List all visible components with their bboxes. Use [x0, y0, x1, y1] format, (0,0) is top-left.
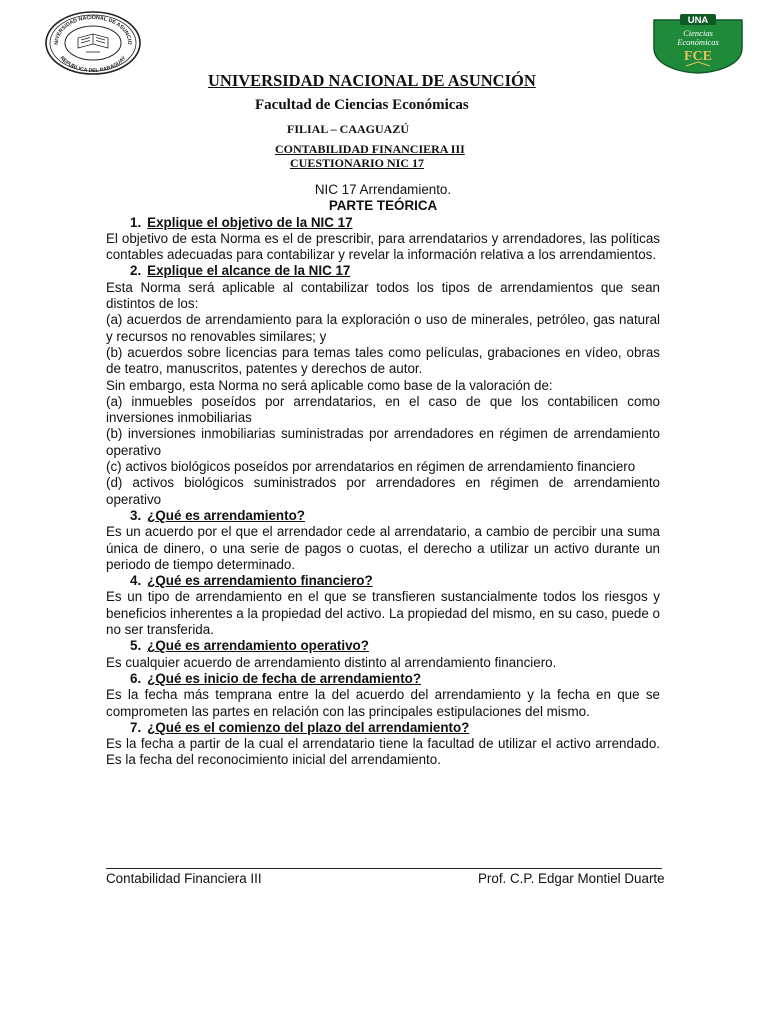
- svg-text:UNIVERSIDAD NACIONAL DE ASUNCI: NIVERSIDAD NACIONAL DE ASUNCIO: [53, 14, 133, 45]
- question-7: 7. ¿Qué es el comienzo del plazo del arrendamiento?: [130, 719, 470, 735]
- document-title: NIC 17 Arrendamiento.: [314, 182, 452, 197]
- answer-2-exception-c: (c) activos biológicos poseídos por arrendatarios en régimen de arrendamiento financiero: [106, 459, 636, 475]
- answer-4: Es un tipo de arrendamiento en el que se transfieren sustancialmente todos los riesgos y beneficios inherentes a la propiedad del activo. La propiedad del mismo, en su caso, puede o no ser transferida.: [106, 589, 660, 638]
- svg-text:REPUBLICA DEL PARAGUAY: REPUBLICA DEL PARAGUAY: [58, 55, 128, 75]
- answer-7: Es la fecha a partir de la cual el arrendatario tiene la facultad de utilizar el activo arrendado. Es la fecha del reconocimiento inicial del arrendamiento.: [106, 736, 660, 768]
- svg-text:Ciencias: Ciencias: [683, 28, 713, 38]
- answer-6: Es la fecha más temprana entre la del acuerdo del arrendamiento y la fecha en que se comprometen las partes en relación con las principales estipulaciones del mismo.: [106, 687, 660, 719]
- answer-2-exception-b: (b) inversiones inmobiliarias suministradas por arrendadores en régimen de arrendamiento operativo: [106, 426, 660, 458]
- document-body: [106, 182, 660, 769]
- answer-2-intro: Esta Norma será aplicable al contabilizar todos los tipos de arrendamientos que sean distintos de los:: [106, 279, 660, 312]
- answer-2-exception-intro: Sin embargo, esta Norma no será aplicable como base de la valoración de:: [106, 377, 553, 393]
- answer-2-exception-d: (d) activos biológicos suministrados por arrendadores en régimen de arrendamiento operativo: [106, 475, 660, 507]
- faculty-name: Facultad de Ciencias Económicas: [255, 97, 469, 113]
- questionnaire-title: CUESTIONARIO NIC 17: [290, 156, 425, 170]
- answer-2-item-a: (a) acuerdos de arrendamiento para la exploración o uso de minerales, petróleo, gas natural y recursos no renovables similares; y: [106, 312, 660, 344]
- question-2: 2. Explique el alcance de la NIC 17: [130, 263, 351, 279]
- question-6: 6. ¿Qué es inicio de fecha de arrendamiento?: [130, 670, 422, 686]
- svg-text:UNA: UNA: [687, 15, 709, 26]
- answer-3: Es un acuerdo por el que el arrendador cede al arrendatario, a cambio de percibir una suma única de dinero, o una serie de pagos o cuotas, el derecho a utilizar un activo durante un periodo de tiempo determinado.: [106, 524, 660, 572]
- university-name: UNIVERSIDAD NACIONAL DE ASUNCIÓN: [208, 71, 536, 90]
- part-title: PARTE TEÓRICA: [328, 198, 438, 214]
- svg-text:Económicas: Económicas: [677, 37, 719, 47]
- footer-divider: [106, 868, 662, 869]
- subject-title: CONTABILIDAD FINANCIERA III: [275, 142, 465, 156]
- fce-logo: [650, 12, 746, 74]
- answer-2-exception-a: (a) inmuebles poseídos por arrendatarios, en el caso de que los contabilicen como inversiones inmobiliarias: [106, 393, 660, 426]
- answer-5: Es cualquier acuerdo de arrendamiento distinto al arrendamiento financiero.: [106, 654, 557, 670]
- question-3: 3. ¿Qué es arrendamiento?: [130, 507, 305, 523]
- question-4: 4. ¿Qué es arrendamiento financiero?: [130, 573, 373, 589]
- footer-right: Prof. C.P. Edgar Montiel Duarte: [478, 871, 665, 886]
- university-seal: [44, 10, 142, 76]
- question-1: 1. Explique el objetivo de la NIC 17: [130, 214, 353, 230]
- footer-left: Contabilidad Financiera III: [106, 871, 262, 886]
- answer-2-item-b: (b) acuerdos sobre licencias para temas tales como películas, grabaciones en vídeo, obras de teatro, manuscritos, patentes y derechos de autor.: [106, 344, 660, 377]
- answer-1: El objetivo de esta Norma es el de prescribir, para arrendatarios y arrendadores, las políticas contables adecuadas para contabilizar y revelar la información relativa a los arrendamientos.: [106, 230, 660, 263]
- svg-text:FCE: FCE: [684, 49, 712, 64]
- filial-name: FILIAL – CAAGUAZÚ: [287, 122, 410, 136]
- question-5: 5. ¿Qué es arrendamiento operativo?: [130, 638, 369, 654]
